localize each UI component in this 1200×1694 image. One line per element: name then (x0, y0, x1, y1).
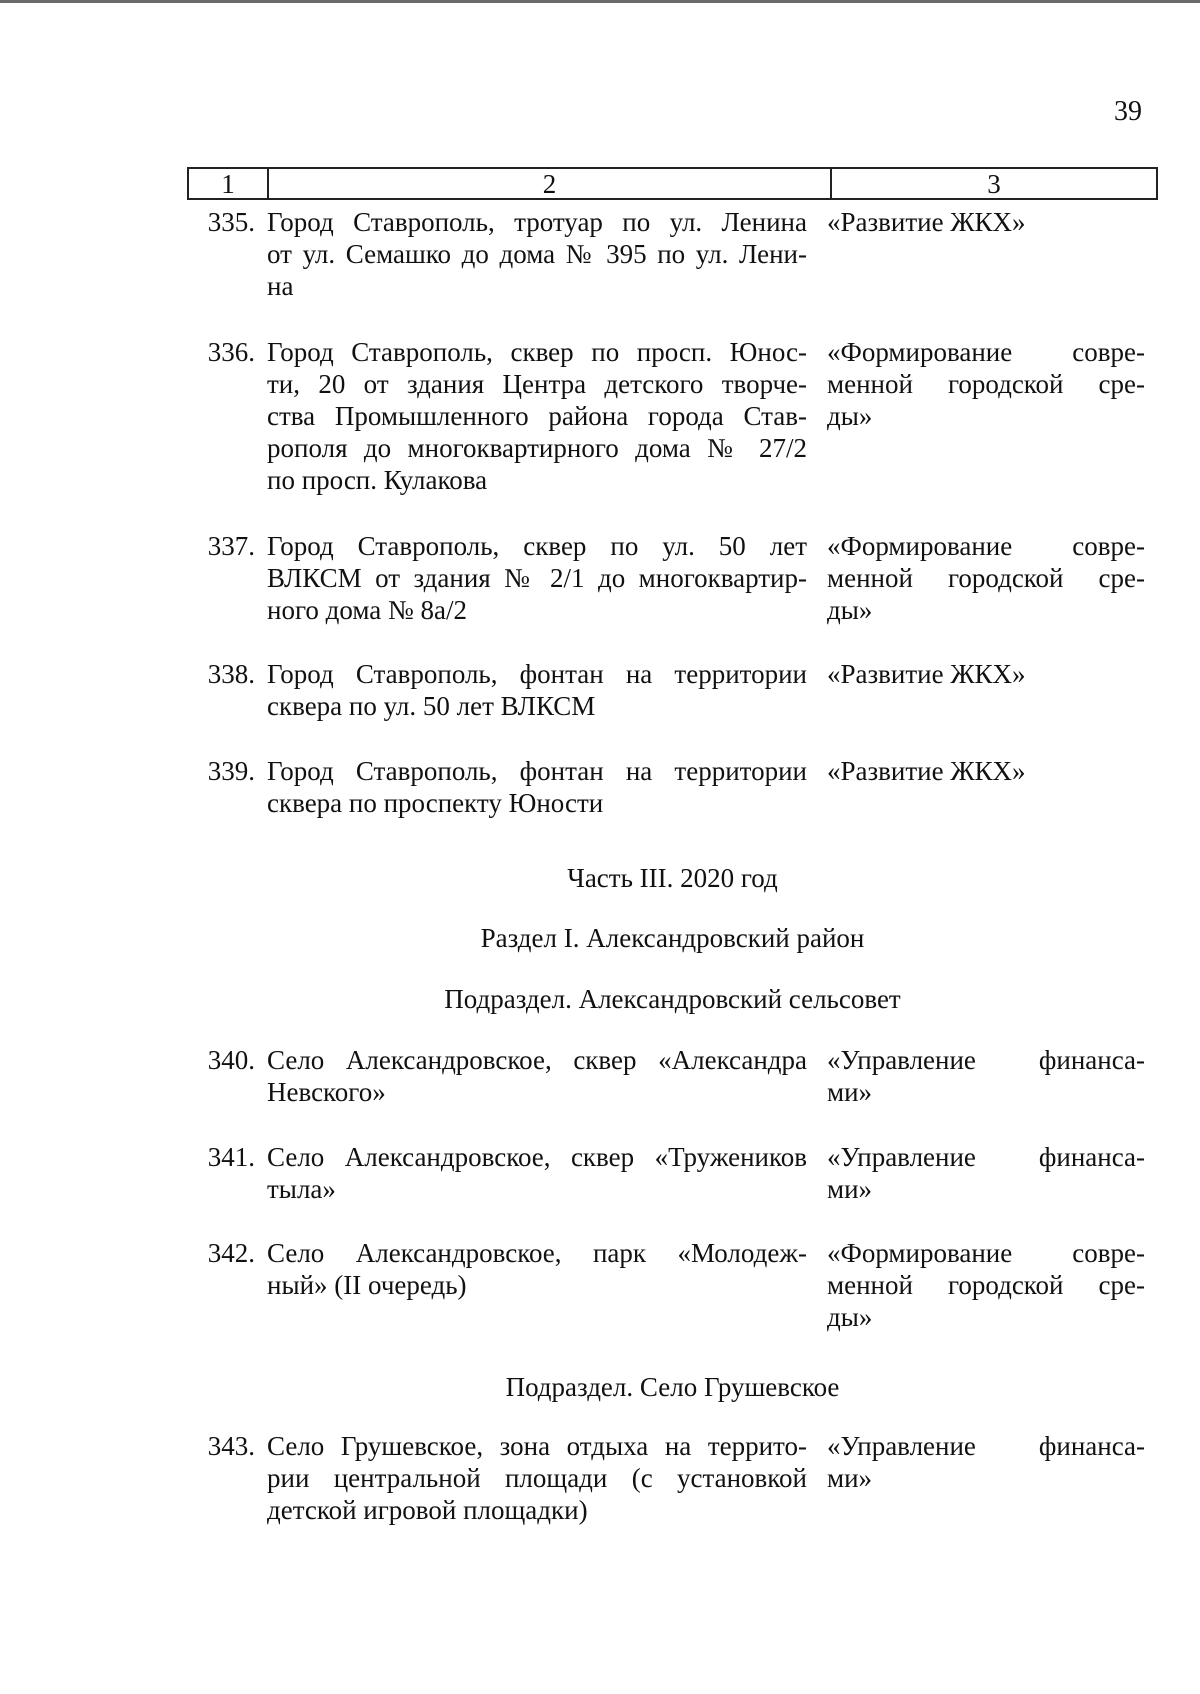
text-line: «Управление финанса- (827, 1142, 1145, 1172)
program-name (827, 1044, 1145, 1108)
row-number: 343. (207, 1431, 255, 1461)
text-line: ми» (827, 1077, 873, 1107)
table-row (187, 1141, 1145, 1205)
program-name (827, 658, 1145, 722)
text-line: рии центральной площади (с установкой (267, 1463, 807, 1493)
text-line: сквера по ул. 50 лет ВЛКСМ (267, 691, 596, 721)
top-rule (0, 0, 1200, 3)
text-line: Город Ставрополь, сквер по ул. 50 лет (267, 531, 807, 561)
text-line: «Формирование совре- (827, 337, 1145, 367)
text-line: ми» (827, 1463, 873, 1493)
table-row (187, 1044, 1145, 1108)
row-number: 340. (207, 1045, 255, 1075)
text-line: ВЛКСМ от здания № 2/1 до многоквартир- (267, 563, 807, 593)
row-number: 342. (207, 1238, 255, 1268)
row-number: 336. (207, 337, 255, 367)
text-line: ды» (827, 595, 873, 625)
object-description (267, 658, 807, 722)
text-line: ства Промышленного района города Став- (267, 401, 807, 431)
program-name (827, 1237, 1145, 1333)
table-column-header (187, 167, 1158, 200)
text-line: «Формирование совре- (827, 531, 1145, 561)
text-line: ти, 20 от здания Центра детского творче- (267, 369, 807, 399)
column-header-1: 1 (189, 169, 269, 198)
text-line: «Развитие ЖКХ» (827, 207, 1026, 237)
program-name (827, 336, 1145, 496)
object-description (267, 1237, 807, 1333)
text-line: «Развитие ЖКХ» (827, 756, 1026, 786)
text-line: Село Александровское, сквер «Тружеников (267, 1142, 807, 1172)
object-description (267, 1141, 807, 1205)
object-description (267, 1430, 807, 1526)
table-row (187, 658, 1145, 722)
object-description (267, 755, 807, 819)
row-number: 341. (207, 1142, 255, 1172)
table-row (187, 206, 1145, 302)
table-row (187, 1237, 1145, 1333)
text-line: ного дома № 8а/2 (267, 595, 467, 625)
text-line: «Развитие ЖКХ» (827, 659, 1026, 689)
program-name (827, 1141, 1145, 1205)
column-header-2: 2 (269, 169, 832, 198)
text-line: сквера по проспекту Юности (267, 788, 604, 818)
text-line: «Формирование совре- (827, 1238, 1145, 1268)
column-header-3: 3 (987, 168, 1001, 199)
object-description (267, 336, 807, 496)
text-line: от ул. Семашко до дома № 395 по ул. Лени- (267, 239, 807, 269)
program-name (827, 206, 1145, 302)
part-heading: Часть III. 2020 год (567, 863, 778, 893)
text-line: ми» (827, 1174, 873, 1204)
text-line: Город Ставрополь, фонтан на территории (267, 756, 807, 786)
text-line: ды» (827, 401, 873, 431)
text-line: Село Александровское, парк «Молодеж- (267, 1238, 807, 1268)
text-line: Село Александровское, сквер «Александра (267, 1045, 807, 1075)
page-number: 39 (1114, 96, 1142, 127)
text-line: менной городской сре- (827, 369, 1145, 399)
table-row (187, 530, 1145, 626)
text-line: Город Ставрополь, сквер по просп. Юнос- (267, 337, 807, 367)
text-line: ный» (II очередь) (267, 1270, 467, 1300)
row-number: 338. (207, 659, 255, 689)
object-description (267, 206, 807, 302)
row-number: 337. (207, 531, 255, 561)
text-line: Село Грушевское, зона отдыха на террито- (267, 1431, 807, 1461)
text-line: тыла» (267, 1174, 336, 1204)
program-name (827, 530, 1145, 626)
text-line: на (267, 271, 294, 301)
subsection-heading: Подраздел. Село Грушевское (505, 1372, 840, 1402)
text-line: Город Ставрополь, фонтан на территории (267, 659, 807, 689)
text-line: детской игровой площадки) (267, 1495, 588, 1525)
section-heading: Раздел I. Александровский район (480, 923, 865, 953)
table-row (187, 336, 1145, 496)
table-row (187, 1430, 1145, 1526)
text-line: Невского» (267, 1077, 386, 1107)
text-line: менной городской сре- (827, 563, 1145, 593)
row-number: 339. (207, 756, 255, 786)
text-line: по просп. Кулакова (267, 465, 488, 495)
program-name (827, 1430, 1145, 1526)
row-number: 335. (207, 207, 255, 237)
text-line: Город Ставрополь, тротуар по ул. Ленина (267, 207, 807, 237)
text-line: «Управление финанса- (827, 1045, 1145, 1075)
object-description (267, 1044, 807, 1108)
text-line: рополя до многоквартирного дома № 27/2 (267, 433, 807, 463)
subsection-heading: Подраздел. Александровский сельсовет (444, 984, 901, 1014)
program-name (827, 755, 1145, 819)
text-line: «Управление финанса- (827, 1431, 1145, 1461)
text-line: менной городской сре- (827, 1270, 1145, 1300)
text-line: ды» (827, 1302, 873, 1332)
object-description (267, 530, 807, 626)
table-row (187, 755, 1145, 819)
